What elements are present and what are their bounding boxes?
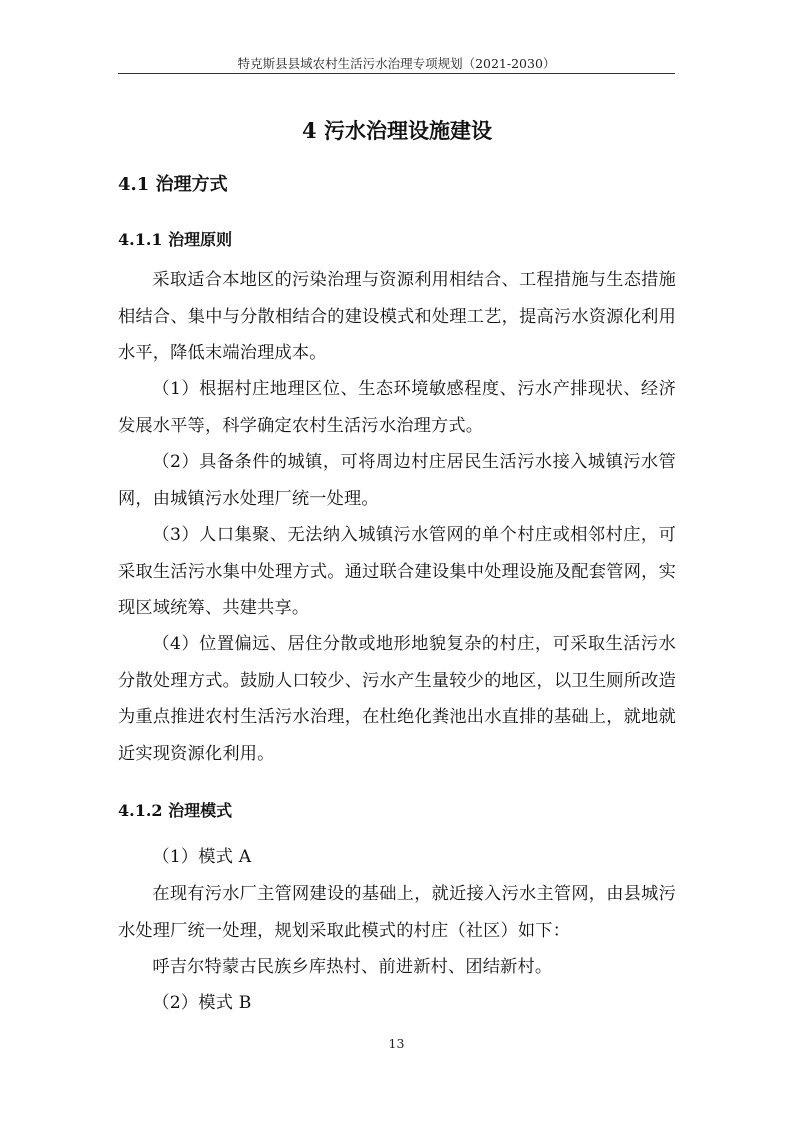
paragraph-principle-intro: 采取适合本地区的污染治理与资源利用相结合、工程措施与生态措施相结合、集中与分散相结合的建设模式和处理工艺，提高污水资源化利用水平，降低末端治理成本。 — [118, 270, 676, 363]
paragraph-principle-2: （2）具备条件的城镇，可将周边村庄居民生活污水接入城镇污水管网，由城镇污水处理厂统一处理。 — [118, 452, 676, 509]
header-divider — [118, 73, 675, 74]
subsection-heading-4-1-1: 4.1.1 治理原则 — [118, 230, 233, 249]
paragraph-mode-a-label: （1）模式 A — [152, 847, 252, 867]
paragraph-mode-b-label: （2）模式 B — [152, 993, 252, 1013]
running-header: 特克斯县县域农村生活污水治理专项规划（2021-2030） — [237, 56, 556, 71]
paragraph-mode-a-villages: 呼吉尔特蒙古民族乡库热村、前进新村、团结新村。 — [152, 957, 553, 977]
chapter-title: 4 污水治理设施建设 — [302, 118, 492, 143]
subsection-heading-4-1-2: 4.1.2 治理模式 — [118, 801, 233, 820]
section-heading-4-1: 4.1 治理方式 — [118, 174, 228, 195]
paragraph-mode-a-description: 在现有污水厂主管网建设的基础上，就近接入污水主管网，由县城污水处理厂统一处理，规划采取此模式的村庄（社区）如下： — [118, 884, 676, 941]
paragraph-principle-3: （3）人口集聚、无法纳入城镇污水管网的单个村庄或相邻村庄，可采取生活污水集中处理方式。通过联合建设集中处理设施及配套管网，实现区域统筹、共建共享。 — [118, 525, 676, 618]
paragraph-principle-4: （4）位置偏远、居住分散或地形地貌复杂的村庄，可采取生活污水分散处理方式。鼓励人口较少、污水产生量较少的地区，以卫生厕所改造为重点推进农村生活污水治理，在杜绝化粪池出水直排的基础上，就地就近实现资源化利用。 — [118, 634, 676, 764]
page-number: 13 — [388, 1036, 405, 1051]
paragraph-principle-1: （1）根据村庄地理区位、生态环境敏感程度、污水产排现状、经济发展水平等，科学确定农村生活污水治理方式。 — [118, 379, 676, 436]
